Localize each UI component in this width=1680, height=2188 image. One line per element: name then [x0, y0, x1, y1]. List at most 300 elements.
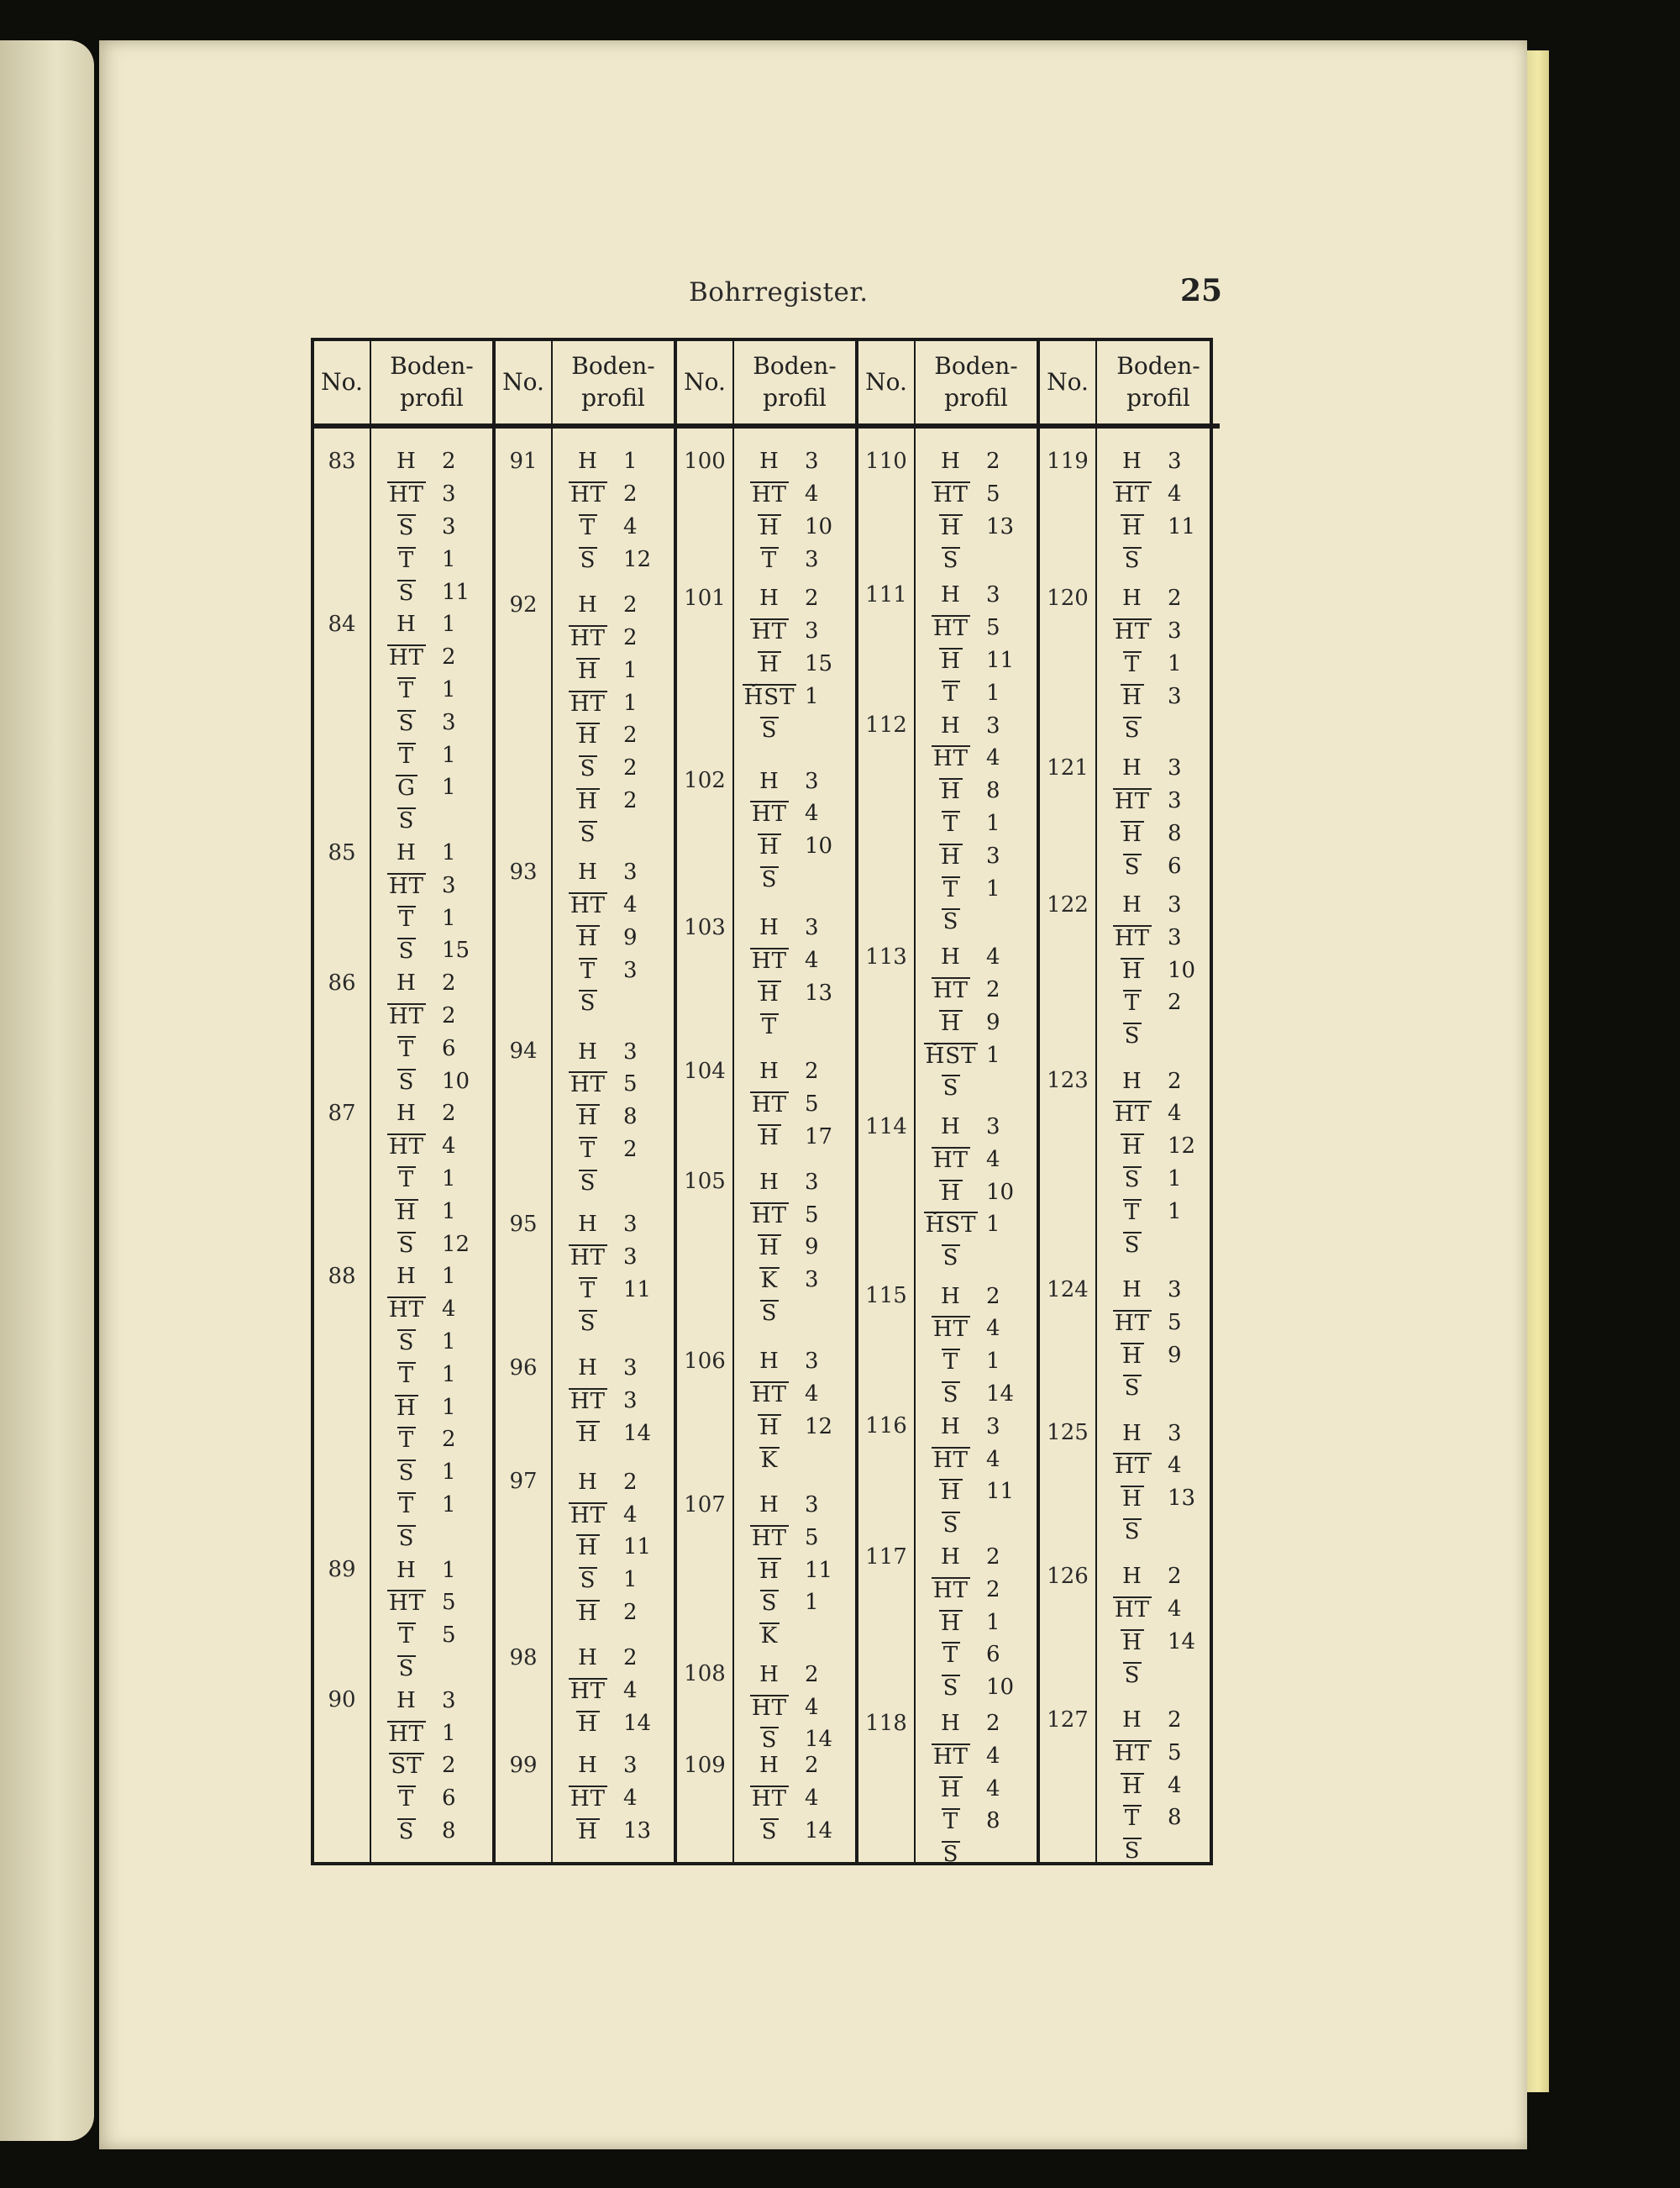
profile-layer	[916, 709, 1037, 742]
profile-layer	[916, 579, 1037, 612]
soil-symbol: H	[1122, 1420, 1142, 1446]
soil-symbol: T	[761, 1013, 778, 1039]
boring-number: 87	[328, 1101, 356, 1126]
soil-profile	[1097, 582, 1218, 745]
soil-symbol: HT	[570, 1245, 606, 1271]
boring-number: 109	[684, 1753, 726, 1778]
soil-symbol: HT	[1114, 1310, 1150, 1336]
soil-profile	[553, 589, 674, 849]
profile-layer	[553, 1274, 674, 1307]
layer-depth: 3	[442, 1687, 456, 1713]
profile-layer	[553, 1165, 674, 1198]
soil-profile	[734, 1165, 855, 1328]
profile-layer	[371, 967, 492, 1000]
soil-symbol: H	[578, 658, 598, 684]
soil-symbol: T	[942, 1349, 959, 1375]
soil-symbol: H	[941, 944, 961, 970]
soil-symbol: S	[1124, 547, 1141, 573]
profile-layer	[1097, 1834, 1218, 1867]
profile-layer	[734, 1658, 855, 1691]
soil-symbol: H	[396, 970, 417, 997]
layer-depth: 3	[1168, 924, 1182, 950]
profile-layer	[371, 1717, 492, 1749]
soil-symbol: HT	[751, 1091, 787, 1118]
profile-layer	[371, 1749, 492, 1782]
layer-depth: 4	[1168, 1772, 1182, 1798]
boring-number: 83	[328, 449, 356, 474]
soil-symbol: HT	[388, 1297, 424, 1323]
profile-layer	[734, 765, 855, 797]
soil-symbol: H	[1122, 1486, 1142, 1512]
profile-layer	[916, 1508, 1037, 1541]
soil-symbol: T	[580, 1277, 596, 1303]
soil-symbol: H	[1122, 1629, 1142, 1655]
boring-number: 96	[509, 1354, 538, 1381]
profile-layer	[734, 680, 855, 713]
boring-number: 120	[1047, 585, 1089, 611]
profile-layer	[916, 905, 1037, 938]
profile-layer	[734, 1264, 855, 1296]
layer-depth: 3	[986, 582, 1000, 608]
soil-symbol: H	[578, 1818, 598, 1844]
profile-layer	[1097, 713, 1218, 745]
boring-number: 102	[684, 768, 726, 794]
soil-profile	[1097, 1704, 1218, 1867]
profile-layer	[916, 1143, 1037, 1176]
soil-symbol: HT	[570, 893, 606, 919]
profile-layer	[734, 582, 855, 615]
profile-layer	[916, 1805, 1037, 1838]
profile-layer	[916, 612, 1037, 644]
soil-symbol: H	[578, 1039, 598, 1065]
boring-number: 105	[684, 1169, 726, 1195]
soil-symbol: H	[941, 1113, 961, 1139]
layer-depth: 4	[986, 1146, 1000, 1172]
profile-layer	[1097, 1274, 1218, 1307]
profile-layer	[1097, 1306, 1218, 1339]
profile-layer	[371, 1326, 492, 1359]
layer-depth: 2	[623, 1469, 638, 1495]
soil-profile	[916, 941, 1037, 1104]
profile-layer	[553, 543, 674, 576]
profile-layer	[734, 863, 855, 896]
soil-symbol: T	[942, 681, 959, 707]
boring-number: 93	[509, 859, 538, 885]
layer-depth: 4	[805, 1381, 819, 1407]
soil-symbol: HT	[570, 1786, 606, 1812]
profile-layer	[371, 934, 492, 967]
soil-symbol: H	[578, 723, 598, 749]
layer-depth: 2	[442, 1002, 456, 1028]
profile-layer	[371, 1586, 492, 1619]
layer-depth: 10	[986, 1675, 1015, 1701]
layer-depth: 2	[1168, 586, 1182, 612]
soil-symbol: HT	[1114, 1597, 1150, 1623]
layer-depth: 5	[805, 1091, 819, 1117]
layer-depth: 4	[805, 801, 819, 827]
layer-depth: 13	[1168, 1486, 1196, 1512]
page-number: 25	[1180, 273, 1223, 308]
profile-layer	[916, 1638, 1037, 1671]
layer-depth: 3	[805, 1267, 819, 1293]
profile-layer	[371, 1521, 492, 1554]
column-header-profile: Boden- profil	[553, 341, 674, 429]
layer-depth: 2	[805, 1058, 819, 1084]
layer-depth: 3	[1168, 683, 1182, 709]
soil-symbol: H	[578, 1645, 598, 1671]
profile-layer	[916, 1378, 1037, 1411]
profile-layer	[1097, 986, 1218, 1019]
layer-depth: 1	[623, 449, 638, 475]
soil-profile	[553, 1352, 674, 1449]
layer-depth: 3	[442, 481, 456, 508]
profile-layer	[734, 713, 855, 745]
soil-profile	[371, 608, 492, 837]
profile-layer	[1097, 543, 1218, 576]
soil-symbol: HT	[932, 977, 969, 1003]
soil-symbol: K	[760, 1623, 779, 1649]
profile-layer	[734, 1782, 855, 1815]
soil-symbol: K	[760, 1268, 779, 1294]
profile-layer	[553, 1101, 674, 1133]
boring-number: 118	[865, 1710, 907, 1736]
layer-depth: 2	[623, 755, 638, 781]
soil-symbol: HT	[932, 482, 969, 508]
profile-layer	[553, 589, 674, 622]
soil-symbol: H	[578, 1212, 598, 1238]
profile-layer	[1097, 1163, 1218, 1196]
layer-depth: 2	[1168, 1068, 1182, 1094]
layer-depth: 2	[1168, 990, 1182, 1016]
soil-symbol: H	[1122, 586, 1142, 612]
soil-symbol: H	[578, 592, 598, 618]
profile-layer	[553, 1498, 674, 1531]
profile-layer	[916, 1312, 1037, 1345]
soil-symbol: H	[941, 779, 961, 805]
soil-symbol: S	[1124, 854, 1141, 880]
soil-symbol: HT	[388, 1591, 424, 1617]
profile-layer	[553, 817, 674, 849]
layer-depth: 3	[623, 1355, 638, 1381]
profile-layer	[734, 648, 855, 681]
soil-symbol: H	[396, 449, 417, 475]
profile-layer	[371, 1489, 492, 1522]
soil-symbol: HT	[570, 1679, 606, 1705]
profile-layer	[1097, 954, 1218, 986]
profile-layer	[916, 1410, 1037, 1443]
soil-symbol: H	[396, 839, 417, 865]
profile-layer	[1097, 648, 1218, 681]
profile-layer	[553, 719, 674, 752]
soil-symbol: H	[941, 582, 961, 608]
table-block	[674, 341, 855, 1862]
soil-profile	[553, 856, 674, 1019]
profile-layer	[371, 608, 492, 641]
soil-symbol: H	[578, 1711, 598, 1737]
soil-profile	[734, 1055, 855, 1153]
profile-layer	[734, 1554, 855, 1586]
layer-depth: 5	[805, 1202, 819, 1228]
soil-symbol: T	[580, 1138, 596, 1164]
profile-layer	[1097, 478, 1218, 511]
layer-depth: 2	[623, 723, 638, 749]
layer-depth: 4	[1168, 481, 1182, 508]
layer-depth: 3	[805, 1491, 819, 1517]
soil-symbol: K	[760, 1447, 779, 1473]
layer-depth: 5	[805, 1524, 819, 1550]
soil-symbol: T	[398, 1623, 415, 1649]
profile-layer	[1097, 1736, 1218, 1769]
profile-column	[371, 341, 492, 1862]
soil-symbol: H	[941, 1710, 961, 1736]
boring-number: 113	[865, 944, 907, 970]
layer-depth: 5	[1168, 1739, 1182, 1765]
soil-symbol: T	[1124, 1806, 1141, 1832]
layer-depth: 1	[623, 690, 638, 716]
column-header-profile: Boden- profil	[1097, 341, 1220, 429]
soil-profile	[1097, 889, 1218, 1052]
column-header-no: No.	[858, 341, 914, 429]
profile-layer	[553, 1749, 674, 1782]
soil-symbol: HT	[751, 1695, 787, 1721]
soil-symbol: H	[396, 612, 417, 638]
soil-symbol: HT	[388, 1003, 424, 1029]
profile-layer	[1097, 785, 1218, 818]
layer-depth: 3	[1168, 892, 1182, 918]
profile-layer	[371, 1097, 492, 1130]
soil-symbol: T	[398, 1166, 415, 1192]
profile-layer	[916, 742, 1037, 775]
soil-profile	[371, 1097, 492, 1260]
layer-depth: 3	[1168, 755, 1182, 781]
running-header: Bohrregister.	[689, 277, 869, 308]
table-block	[1037, 341, 1220, 1865]
profile-layer	[553, 1241, 674, 1274]
profile-column	[734, 341, 855, 1862]
soil-symbol: HT	[388, 645, 424, 671]
layer-depth: 11	[623, 1276, 652, 1302]
layer-depth: 14	[1168, 1628, 1196, 1654]
layer-depth: 9	[805, 1234, 819, 1260]
soil-symbol: H	[759, 514, 780, 540]
profile-layer	[734, 1009, 855, 1042]
boring-number: 85	[328, 839, 356, 865]
soil-symbol: H	[396, 1101, 417, 1127]
layer-depth: 2	[623, 1137, 638, 1163]
soil-symbol: HT	[388, 1721, 424, 1747]
profile-layer	[916, 478, 1037, 511]
soil-symbol: S	[942, 547, 959, 573]
layer-depth: 3	[1168, 787, 1182, 813]
profile-layer	[734, 445, 855, 478]
layer-depth: 1	[442, 1198, 456, 1224]
profile-layer	[553, 445, 674, 478]
profile-layer	[916, 1111, 1037, 1144]
profile-layer	[371, 1456, 492, 1489]
boring-number: 103	[684, 914, 726, 940]
profile-layer	[734, 1410, 855, 1443]
layer-depth: 10	[442, 1068, 470, 1094]
layer-depth: 3	[442, 513, 456, 539]
profile-layer	[553, 889, 674, 922]
profile-layer	[1097, 849, 1218, 882]
layer-depth: 3	[805, 768, 819, 794]
soil-symbol: H	[759, 1169, 780, 1195]
profile-layer	[553, 622, 674, 655]
soil-symbol: H	[578, 860, 598, 886]
soil-symbol: S	[1124, 717, 1141, 743]
profile-layer	[371, 1065, 492, 1097]
soil-symbol: H	[941, 1776, 961, 1802]
table-block	[314, 341, 492, 1862]
soil-symbol: S	[398, 1232, 415, 1258]
profile-layer	[1097, 445, 1218, 478]
soil-profile	[371, 967, 492, 1097]
layer-depth: 3	[986, 713, 1000, 739]
soil-symbol: H	[759, 1414, 780, 1440]
profile-layer	[371, 1032, 492, 1065]
layer-depth: 2	[623, 481, 638, 508]
boring-number: 100	[684, 449, 726, 474]
soil-symbol: H	[941, 514, 961, 540]
layer-depth: 1	[986, 876, 1000, 902]
layer-depth: 1	[986, 811, 1000, 837]
column-header-profile: Boden- profil	[734, 341, 855, 429]
soil-profile	[734, 1749, 855, 1847]
profile-layer	[1097, 1482, 1218, 1515]
profile-layer	[916, 1475, 1037, 1508]
profile-layer	[1097, 1097, 1218, 1130]
layer-depth: 1	[442, 612, 456, 638]
profile-layer	[734, 1619, 855, 1652]
layer-depth: 12	[623, 546, 652, 572]
column-header-profile: Boden- profil	[371, 341, 492, 429]
layer-depth: 3	[442, 709, 456, 735]
layer-depth: 3	[1168, 1276, 1182, 1302]
layer-depth: 2	[805, 586, 819, 612]
soil-symbol: HT	[932, 1317, 969, 1343]
layer-depth: 1	[442, 1394, 456, 1420]
profile-layer	[734, 912, 855, 944]
profile-layer	[1097, 1593, 1218, 1626]
soil-profile	[734, 1489, 855, 1652]
soil-symbol: S	[398, 1818, 415, 1844]
soil-symbol: G	[397, 776, 416, 802]
layer-depth: 2	[986, 1576, 1000, 1602]
layer-depth: 1	[1168, 650, 1182, 676]
profile-layer	[553, 1596, 674, 1629]
no-column	[1040, 341, 1097, 1862]
soil-symbol: S	[1124, 1519, 1141, 1545]
soil-profile	[916, 709, 1037, 938]
boring-number: 97	[509, 1469, 538, 1495]
layer-depth: 1	[442, 839, 456, 865]
layer-depth: 14	[805, 1817, 833, 1843]
layer-depth: 12	[442, 1231, 470, 1257]
layer-depth: 3	[623, 1387, 638, 1413]
profile-layer	[734, 511, 855, 544]
column-header-no: No.	[677, 341, 732, 429]
profile-layer	[1097, 1417, 1218, 1449]
soil-profile	[1097, 1417, 1218, 1547]
soil-symbol: HT	[751, 1382, 787, 1408]
profile-layer	[371, 869, 492, 902]
profile-layer	[734, 830, 855, 863]
layer-depth: 4	[986, 1316, 1000, 1342]
profile-layer	[916, 1071, 1037, 1104]
layer-depth: 1	[442, 1460, 456, 1486]
soil-symbol: S	[580, 1310, 596, 1336]
soil-symbol: H	[759, 1124, 780, 1150]
profile-layer	[553, 785, 674, 818]
profile-layer	[371, 543, 492, 576]
soil-symbol: T	[398, 1492, 415, 1518]
layer-depth: 3	[805, 546, 819, 572]
profile-layer	[916, 1039, 1037, 1071]
profile-layer	[553, 954, 674, 986]
profile-layer	[734, 976, 855, 1009]
soil-symbol: S	[942, 1382, 959, 1408]
profile-layer	[553, 856, 674, 889]
profile-layer	[1097, 1195, 1218, 1228]
profile-layer	[553, 1642, 674, 1675]
profile-layer	[916, 1280, 1037, 1312]
soil-symbol: T	[398, 677, 415, 703]
soil-symbol: H	[759, 1753, 780, 1779]
layer-depth: 2	[442, 1101, 456, 1127]
boring-number: 119	[1047, 449, 1089, 474]
profile-layer	[371, 478, 492, 511]
soil-profile	[916, 579, 1037, 709]
soil-profile	[553, 445, 674, 576]
soil-symbol: T	[398, 906, 415, 932]
profile-layer	[1097, 615, 1218, 648]
column-header-no: No.	[314, 341, 370, 429]
profile-layer	[1097, 817, 1218, 849]
soil-profile	[553, 1749, 674, 1847]
profile-layer	[734, 1691, 855, 1723]
profile-layer	[734, 1198, 855, 1231]
profile-layer	[1097, 1801, 1218, 1834]
boring-number: 125	[1047, 1420, 1089, 1446]
layer-depth: 13	[805, 980, 833, 1006]
profile-layer	[553, 1352, 674, 1385]
soil-symbol: H	[396, 1395, 417, 1421]
soil-symbol: H	[1122, 514, 1142, 540]
layer-depth: 4	[623, 1786, 638, 1812]
layer-depth: 2	[1168, 1707, 1182, 1733]
layer-depth: 3	[1168, 1420, 1182, 1446]
layer-depth: 9	[986, 1009, 1000, 1035]
profile-layer	[916, 1345, 1037, 1378]
layer-depth: 1	[986, 1212, 1000, 1238]
layer-depth: 2	[623, 1645, 638, 1671]
soil-symbol: S	[398, 514, 415, 540]
layer-depth: 3	[986, 843, 1000, 869]
profile-layer	[1097, 1515, 1218, 1548]
soil-symbol: S	[398, 808, 415, 834]
profile-layer	[371, 771, 492, 804]
soil-symbol: H	[578, 925, 598, 951]
soil-symbol: S	[398, 710, 415, 736]
profile-layer	[553, 478, 674, 511]
boring-number: 107	[684, 1491, 726, 1517]
profile-layer	[916, 543, 1037, 576]
profile-layer	[1097, 1019, 1218, 1052]
profile-layer	[916, 807, 1037, 840]
layer-depth: 3	[442, 872, 456, 898]
layer-depth: 1	[442, 905, 456, 931]
